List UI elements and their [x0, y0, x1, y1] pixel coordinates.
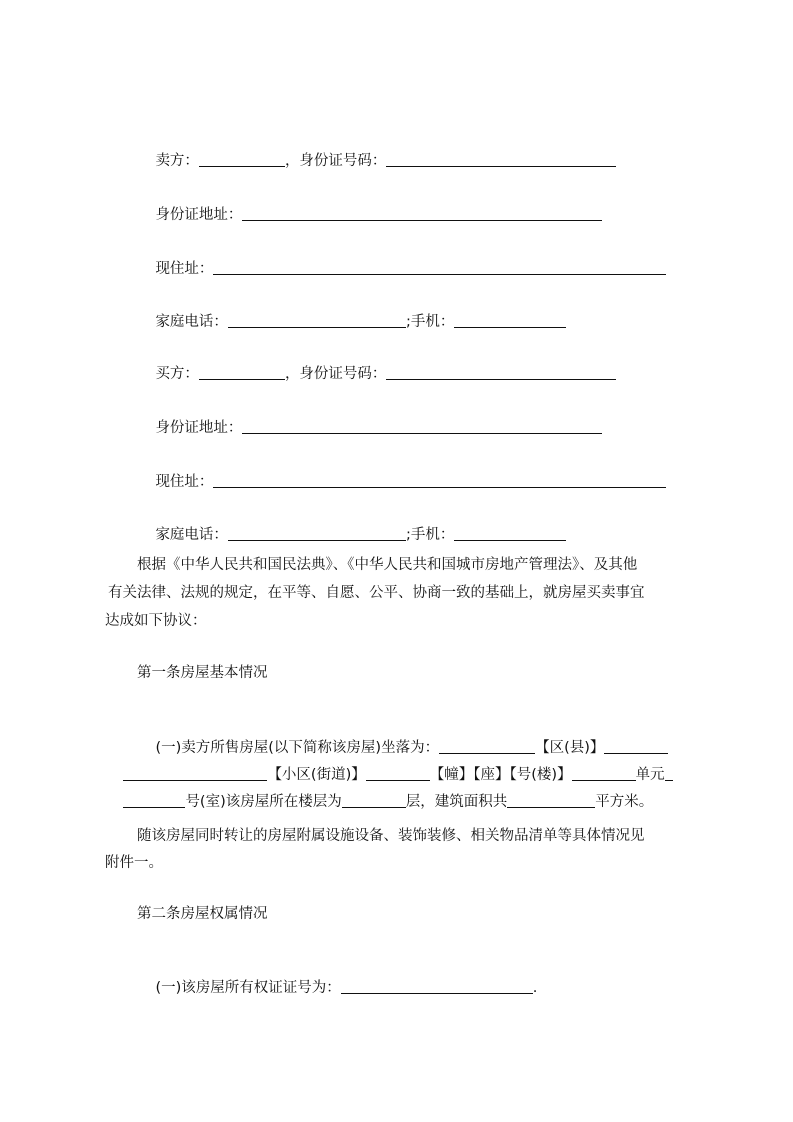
community-label: 【小区(街道)】: [267, 767, 366, 783]
seller-address-field[interactable]: [242, 205, 602, 221]
buyer-id-label: ，身份证号码：: [284, 366, 387, 382]
certificate-label: (一)该房屋所有权证证号为：: [155, 980, 341, 996]
article1-title: 第一条房屋基本情况: [137, 665, 268, 681]
buyer-mobile-field[interactable]: [454, 525, 566, 541]
buyer-phone-label: 家庭电话：: [155, 527, 228, 543]
buyer-label: 买方：: [155, 366, 199, 382]
seller-current-label: 现住址：: [155, 261, 214, 277]
seller-phone-line: [137, 292, 566, 352]
article2-item1-line: [137, 958, 537, 1018]
seller-mobile-field[interactable]: [454, 312, 566, 328]
seller-address-label: 身份证地址：: [155, 207, 243, 223]
room-label: 号(室)该房屋所在楼层为: [185, 794, 342, 810]
buyer-address-line: [137, 398, 602, 458]
buyer-phone-field[interactable]: [228, 525, 406, 541]
building-label: 【幢】【座】【号(楼)】: [429, 767, 572, 783]
buyer-current-field[interactable]: [213, 472, 666, 488]
buyer-address-field[interactable]: [242, 418, 602, 434]
preamble-line-1: 根据《中华人民共和国民法典》、《中华人民共和国城市房地产管理法》、及其他: [137, 557, 638, 573]
buyer-line: [137, 344, 616, 404]
district-label: 【区(县)】: [535, 740, 605, 756]
seller-id-field[interactable]: [386, 151, 616, 167]
seller-current-line: [137, 239, 666, 299]
seller-current-field[interactable]: [213, 259, 666, 275]
floor-label: 层，建筑面积共: [405, 794, 508, 810]
seller-address-line: [137, 185, 602, 245]
area-label: 平方米。: [595, 794, 654, 810]
attachment-line-1: 随该房屋同时转让的房屋附属设施设备、装饰装修、相关物品清单等具体情况见: [137, 828, 645, 844]
preamble-line-3: 达成如下协议：: [105, 613, 207, 629]
unit-label: 单元: [635, 767, 665, 783]
certificate-end: .: [532, 980, 538, 996]
unit-field[interactable]: [665, 765, 673, 781]
certificate-field[interactable]: [341, 978, 533, 994]
location-label: (一)卖方所售房屋(以下简称该房屋)坐落为：: [155, 740, 440, 756]
attachment-line-2: 附件一。: [105, 855, 163, 871]
seller-name-field[interactable]: [199, 151, 285, 167]
article1-item1-line3: [105, 772, 653, 832]
article2-title: 第二条房屋权属情况: [137, 906, 268, 922]
seller-mobile-label: ;手机：: [405, 314, 455, 330]
room-field[interactable]: [123, 792, 185, 808]
seller-id-label: ，身份证号码：: [284, 153, 387, 169]
buyer-mobile-label: ;手机：: [405, 527, 455, 543]
seller-label: 卖方：: [155, 153, 199, 169]
seller-phone-field[interactable]: [228, 312, 406, 328]
area-field[interactable]: [507, 792, 595, 808]
seller-line: [137, 131, 616, 191]
buyer-address-label: 身份证地址：: [155, 420, 243, 436]
buyer-current-line: [137, 452, 666, 512]
buyer-id-field[interactable]: [386, 364, 616, 380]
seller-phone-label: 家庭电话：: [155, 314, 228, 330]
buyer-name-field[interactable]: [199, 364, 285, 380]
floor-field[interactable]: [342, 792, 406, 808]
preamble-line-2: 有关法律、法规的规定，在平等、自愿、公平、协商一致的基础上，就房屋买卖事宜: [108, 585, 645, 601]
buyer-current-label: 现住址：: [155, 474, 214, 490]
